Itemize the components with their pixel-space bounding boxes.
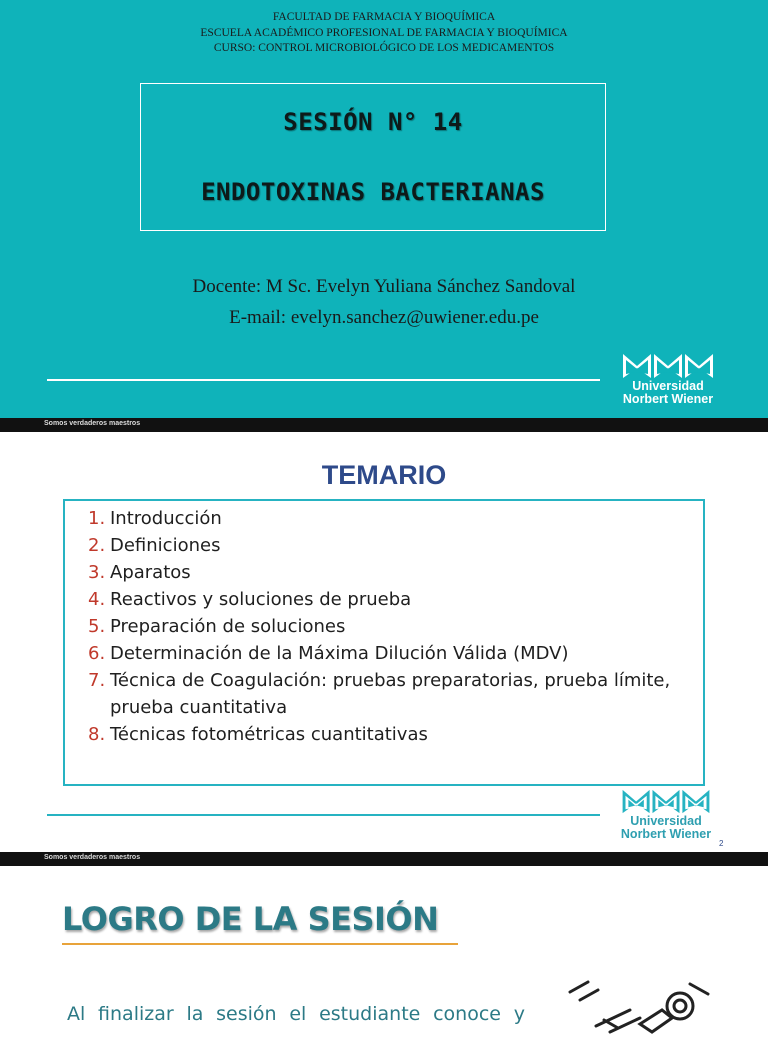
item-text: Técnicas fotométricas cuantitativas <box>110 724 428 745</box>
faculty-header <box>0 10 768 57</box>
item-number: 2. <box>88 535 106 556</box>
list-item <box>88 505 690 532</box>
docente-email: E-mail: evelyn.sanchez@uwiener.edu.pe <box>229 307 539 328</box>
list-item <box>88 667 690 721</box>
temario-box <box>63 499 705 786</box>
page-number: 2 <box>719 839 724 848</box>
course-line: CURSO: CONTROL MICROBIOLÓGICO DE LOS MEDICAMENTOS <box>213 42 555 54</box>
temario-list <box>88 505 690 748</box>
school-line: ESCUELA ACADÉMICO PROFESIONAL DE FARMACIA Y BIOQUÍMICA <box>200 26 568 39</box>
list-item <box>88 586 690 613</box>
item-number: 1. <box>88 508 106 529</box>
title-underline <box>62 943 458 945</box>
temario-title: TEMARIO <box>321 460 447 490</box>
item-text: Introducción <box>110 508 222 529</box>
logro-text: Al finalizar la sesión el estudiante conoce y <box>67 1003 525 1025</box>
list-item <box>88 640 690 667</box>
footer-bar <box>0 852 768 866</box>
item-text: Reactivos y soluciones de prueba <box>110 589 412 610</box>
list-item <box>88 559 690 586</box>
item-number: 7. <box>88 670 106 691</box>
divider-line <box>47 379 600 381</box>
logo-line1: Universidad <box>632 379 704 393</box>
university-logo-icon <box>623 352 713 380</box>
item-number: 8. <box>88 724 106 745</box>
item-number: 6. <box>88 643 106 664</box>
item-text: Definiciones <box>110 535 221 556</box>
item-number: 3. <box>88 562 106 583</box>
session-topic: ENDOTOXINAS BACTERIANAS <box>201 178 545 206</box>
temario-slide <box>0 432 768 861</box>
session-title-box <box>140 83 606 231</box>
session-number: SESIÓN N° 14 <box>283 108 463 136</box>
university-logo <box>606 788 726 841</box>
item-text: Técnica de Coagulación: pruebas preparatorias, prueba límite, prueba cuantitativa <box>110 670 671 718</box>
logo-line2: Norbert Wiener <box>620 827 712 841</box>
logro-title: LOGRO DE LA SESIÓN <box>62 900 439 938</box>
university-logo <box>609 352 727 406</box>
faculty-line: FACULTAD DE FARMACIA Y BIOQUÍMICA <box>272 11 496 23</box>
item-text: Determinación de la Máxima Dilución Válida (MDV) <box>110 643 569 664</box>
university-logo-icon <box>622 788 710 815</box>
item-text: Preparación de soluciones <box>110 616 346 637</box>
divider-line <box>47 814 600 816</box>
footer-slogan: Somos verdaderos maestros <box>44 854 141 861</box>
logo-line1: Universidad <box>630 814 702 828</box>
logo-line2: Norbert Wiener <box>622 392 714 406</box>
diploma-icon <box>560 974 720 1039</box>
docente-name: Docente: M Sc. Evelyn Yuliana Sánchez Sandoval <box>192 276 576 297</box>
item-number: 4. <box>88 589 106 610</box>
list-item <box>88 613 690 640</box>
item-number: 5. <box>88 616 106 637</box>
footer-bar <box>0 418 768 432</box>
footer-slogan: Somos verdaderos maestros <box>44 420 141 427</box>
item-text: Aparatos <box>110 562 191 583</box>
logro-slide <box>0 866 768 1024</box>
title-slide <box>0 0 768 427</box>
list-item <box>88 721 690 748</box>
list-item <box>88 532 690 559</box>
